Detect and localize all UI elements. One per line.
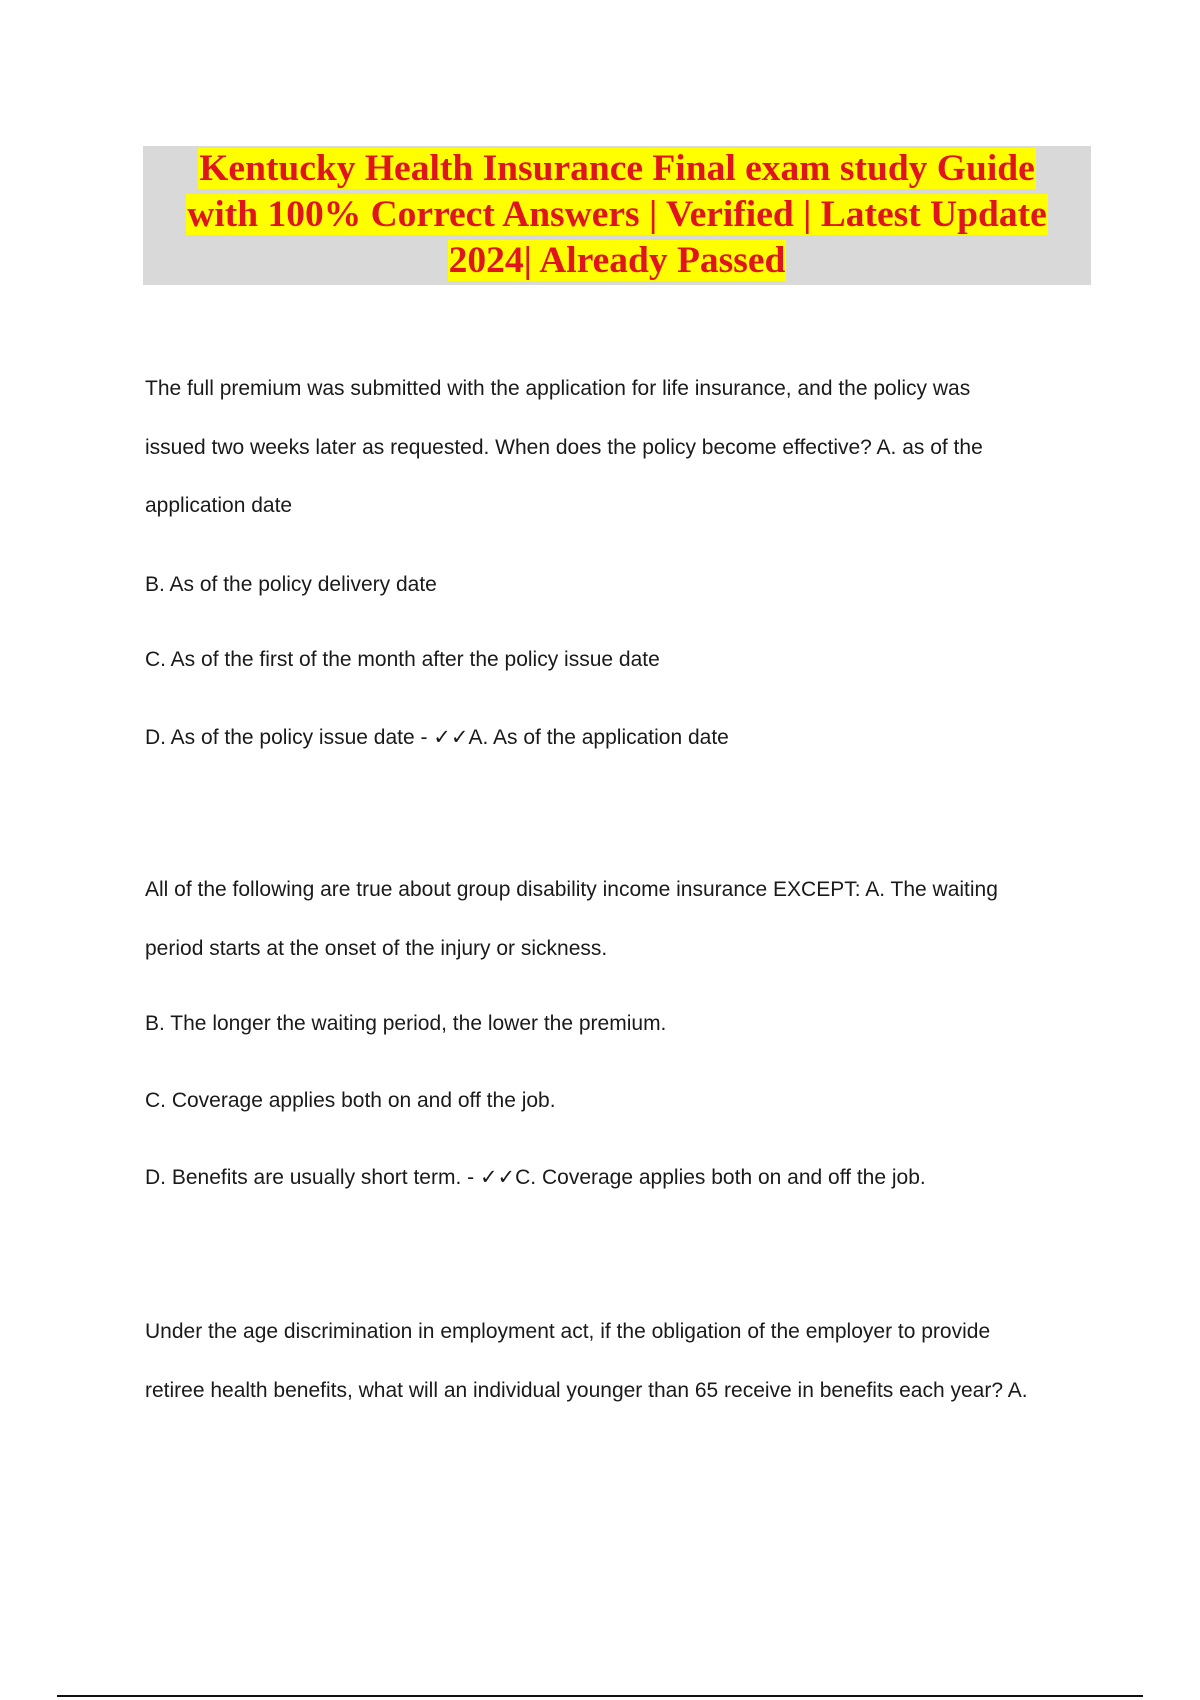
question-2-stem-line-2: period starts at the onset of the injury or sickness. bbox=[145, 936, 608, 960]
question-1 bbox=[145, 360, 1095, 536]
question-1-stem-line-2: issued two weeks later as requested. When does the policy become effective? A. as of the bbox=[145, 435, 983, 459]
footer-divider bbox=[57, 1695, 1143, 1697]
question-1-stem-line-1: The full premium was submitted with the application for life insurance, and the policy was bbox=[145, 377, 971, 400]
question-1-stem-line-3: application date bbox=[145, 494, 293, 517]
question-3 bbox=[145, 1303, 1095, 1420]
question-2-option-b: B. The longer the waiting period, the lower the premium. bbox=[145, 1012, 667, 1035]
question-1-option-b: B. As of the policy delivery date bbox=[145, 573, 437, 596]
title-line-1: Kentucky Health Insurance Final exam study Guide bbox=[199, 148, 1035, 189]
question-2-stem-line-1: All of the following are true about group disability income insurance EXCEPT: A. The waiting bbox=[145, 878, 998, 901]
question-3-stem-line-2: retiree health benefits, what will an individual younger than 65 receive in benefits each year? A. bbox=[145, 1378, 1028, 1402]
title-line-3: 2024| Already Passed bbox=[448, 240, 786, 281]
question-2 bbox=[145, 861, 1095, 978]
question-3-stem-line-1: Under the age discrimination in employment act, if the obligation of the employer to provide bbox=[145, 1320, 991, 1343]
document-title bbox=[143, 146, 1091, 285]
question-1-option-c: C. As of the first of the month after the policy issue date bbox=[145, 648, 660, 671]
question-1-option-d-answer: D. As of the policy issue date - ✓✓A. As of the application date bbox=[145, 726, 729, 749]
title-line-2: with 100% Correct Answers | Verified | Latest Update bbox=[187, 194, 1047, 235]
question-2-option-d-answer: D. Benefits are usually short term. - ✓✓C. Coverage applies both on and off the job. bbox=[145, 1166, 926, 1189]
question-2-option-c: C. Coverage applies both on and off the job. bbox=[145, 1089, 556, 1112]
